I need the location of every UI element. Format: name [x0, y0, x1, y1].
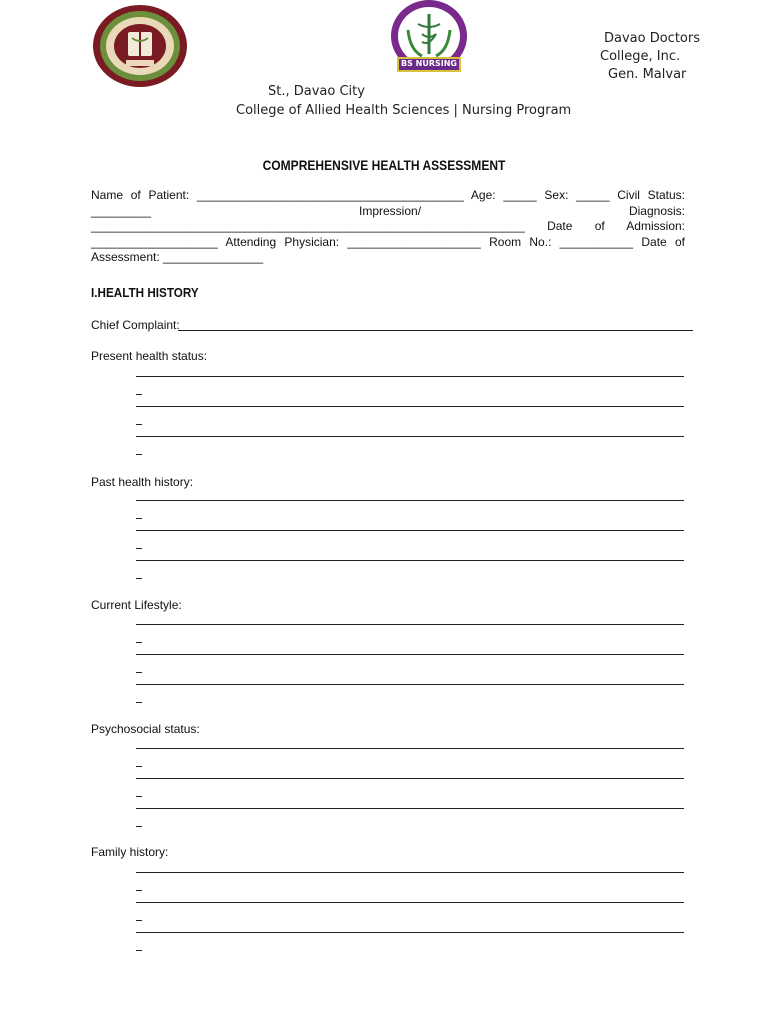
family-history-line[interactable]: [136, 872, 684, 873]
college-seal-icon: [92, 4, 188, 88]
line-continuation: [136, 890, 142, 891]
school-name: [598, 30, 738, 84]
current-lifestyle-line[interactable]: [136, 624, 684, 625]
school-name-line-3: Gen. Malvar: [608, 67, 687, 82]
line-continuation: [136, 454, 142, 455]
present-health-status-line[interactable]: [136, 406, 684, 407]
school-address: St., Davao City: [268, 84, 365, 99]
line-continuation: [136, 578, 142, 579]
line-continuation: [136, 702, 142, 703]
current-lifestyle-label: Current Lifestyle:: [91, 598, 182, 612]
family-history-line[interactable]: [136, 932, 684, 933]
psychosocial-status-line[interactable]: [136, 808, 684, 809]
line-continuation: [136, 518, 142, 519]
school-name-line-1: Davao Doctors: [604, 31, 701, 46]
line-continuation: [136, 424, 142, 425]
psychosocial-status-line[interactable]: [136, 748, 684, 749]
nursing-program-logo: [388, 0, 470, 78]
line-continuation: [136, 766, 142, 767]
chief-complaint-line[interactable]: [178, 330, 693, 331]
document-title: COMPREHENSIVE HEALTH ASSESSMENT: [262, 157, 506, 173]
past-health-history-line[interactable]: [136, 500, 684, 501]
present-health-status-label: Present health status:: [91, 349, 208, 363]
patient-info-block[interactable]: Name of Patient: ________________________________________ Age: _____ Sex: _____ Civil Status: _________ Impression/ Diagnosis: _________________________________________________________________ Date of Admission: ___________________ Attending Physician: ____________________ Room No.: ___________ Date of Assessment: _______________: [91, 188, 685, 265]
current-lifestyle-line[interactable]: [136, 654, 684, 655]
line-continuation: [136, 826, 142, 827]
line-continuation: [136, 548, 142, 549]
present-health-status-line[interactable]: [136, 376, 684, 377]
college-seal-logo: [92, 4, 188, 88]
school-name-line-2: College, Inc.: [600, 49, 681, 64]
line-continuation: [136, 950, 142, 951]
current-lifestyle-line[interactable]: [136, 684, 684, 685]
line-continuation: [136, 672, 142, 673]
psychosocial-status-label: Psychosocial status:: [91, 722, 200, 736]
past-health-history-line[interactable]: [136, 530, 684, 531]
college-program: College of Allied Health Sciences | Nursing Program: [236, 103, 572, 118]
line-continuation: [136, 642, 142, 643]
psychosocial-status-line[interactable]: [136, 778, 684, 779]
family-history-label: Family history:: [91, 845, 169, 859]
logo-banner-text: BS NURSING: [401, 59, 457, 68]
past-health-history-label: Past health history:: [91, 475, 194, 489]
section-health-history: I.HEALTH HISTORY: [91, 285, 199, 300]
present-health-status-line[interactable]: [136, 436, 684, 437]
line-continuation: [136, 920, 142, 921]
chief-complaint-label: Chief Complaint:: [91, 318, 180, 332]
family-history-line[interactable]: [136, 902, 684, 903]
line-continuation: [136, 394, 142, 395]
line-continuation: [136, 796, 142, 797]
past-health-history-line[interactable]: [136, 560, 684, 561]
